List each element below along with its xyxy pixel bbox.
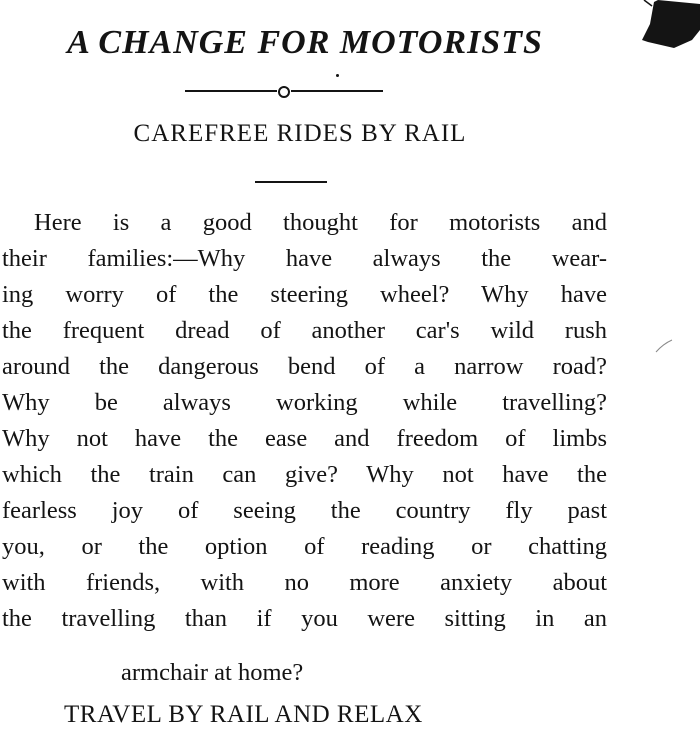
body-line: you, or the option of reading or chatting (2, 533, 607, 560)
body-line: with friends, with no more anxiety about (2, 569, 607, 596)
body-line: the frequent dread of another car's wild rush (2, 317, 607, 344)
subheadline: CAREFREE RIDES BY RAIL (133, 120, 467, 147)
body-line: their families:—Why have always the wear- (2, 245, 607, 272)
body-line: fearless joy of seeing the country fly past (2, 497, 607, 524)
rule-left (185, 90, 277, 92)
body-line: Why be always working while travelling? (2, 389, 607, 416)
stray-ink-mark (655, 338, 673, 354)
body-line: around the dangerous bend of a narrow road? (2, 353, 607, 380)
ornamental-rule (185, 82, 383, 98)
body-line: Here is a good thought for motorists and (34, 209, 607, 236)
ink-speck (336, 74, 339, 77)
body-line: the travelling than if you were sitting in an (2, 605, 607, 632)
section-rule (255, 181, 327, 183)
rule-right (291, 90, 383, 92)
body-line: ing worry of the steering wheel? Why have (2, 281, 607, 308)
closing-line: armchair at home? (121, 659, 304, 686)
ink-blot-mark (640, 0, 700, 52)
rule-circle (278, 86, 290, 98)
tagline: TRAVEL BY RAIL AND RELAX (64, 701, 423, 728)
body-line: which the train can give? Why not have the (2, 461, 607, 488)
body-line: Why not have the ease and freedom of limbs (2, 425, 607, 452)
headline: A CHANGE FOR MOTORISTS (67, 24, 543, 61)
